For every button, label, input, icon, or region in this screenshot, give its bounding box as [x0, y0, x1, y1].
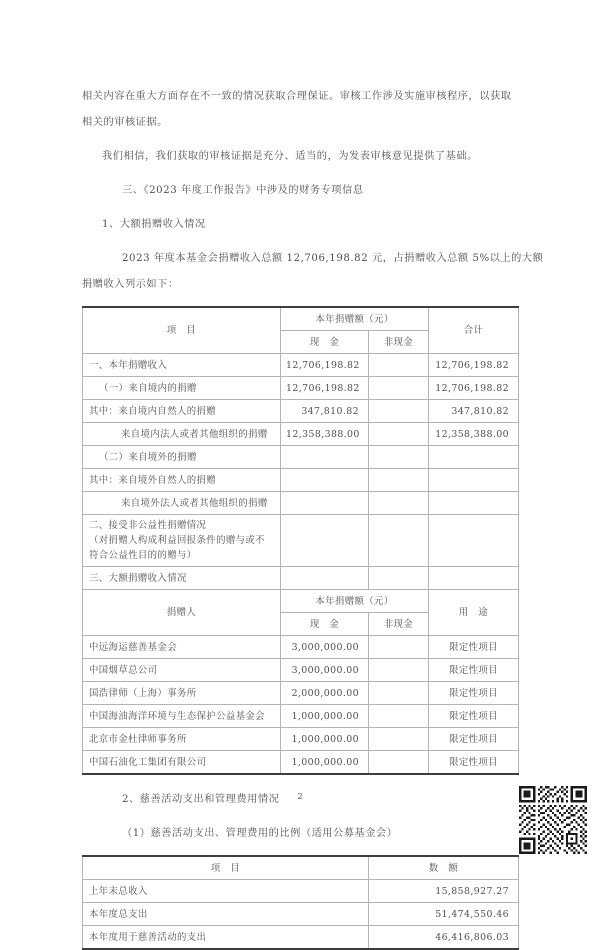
table-row	[83, 926, 519, 950]
row-non-cash	[369, 446, 429, 469]
table-row	[83, 354, 519, 377]
header-item: 项 目	[83, 307, 281, 354]
row-label: 其中：来自境内自然人的捐赠	[83, 400, 281, 423]
row-label: 来自境外法人或者其他组织的捐赠	[83, 492, 281, 515]
donor-purpose: 限定性项目	[429, 659, 519, 682]
donor-non-cash	[369, 705, 429, 728]
paragraph-audit-consistency: 相关内容在重大方面存在不一致的情况获取合理保证。审核工作涉及实施审核程序，以获取	[82, 91, 512, 102]
donor-purpose: 限定性项目	[429, 705, 519, 728]
row-label: 一、本年捐赠收入	[83, 354, 281, 377]
row-cash	[281, 446, 369, 469]
row-label: （一）来自境内的捐赠	[83, 377, 281, 400]
row-total: 12,706,198.82	[429, 354, 519, 377]
row-amount: 46,416,806.03	[369, 926, 519, 950]
row-cash: 12,706,198.82	[281, 354, 369, 377]
row-non-cash	[369, 400, 429, 423]
spacer	[82, 204, 518, 212]
donor-name: 中国石油化工集团有限公司	[83, 751, 281, 775]
table-header-row-1	[83, 307, 519, 331]
spacer	[82, 813, 518, 821]
table-row	[83, 705, 519, 728]
qr-code-image	[519, 786, 587, 854]
row-total: 12,706,198.82	[429, 377, 519, 400]
donor-cash: 3,000,000.00	[281, 636, 369, 659]
row-cash: 12,706,198.82	[281, 377, 369, 400]
donor-non-cash	[369, 636, 429, 659]
row-cash: 12,358,388.00	[281, 423, 369, 446]
donor-name: 国浩律师（上海）事务所	[83, 682, 281, 705]
row-item: 本年度总支出	[83, 903, 369, 926]
table-row	[83, 636, 519, 659]
row-non-cash	[369, 377, 429, 400]
header-total: 合计	[429, 307, 519, 354]
row-non-cash	[369, 469, 429, 492]
row-total: 12,358,388.00	[429, 423, 519, 446]
header-amount: 数 额	[369, 856, 519, 880]
donor-purpose: 限定性项目	[429, 728, 519, 751]
header-non-cash: 非现金	[369, 613, 429, 636]
donor-purpose: 限定性项目	[429, 636, 519, 659]
row-total	[429, 469, 519, 492]
document-content	[82, 84, 544, 950]
donor-non-cash	[369, 728, 429, 751]
spacer	[82, 136, 518, 144]
donor-non-cash	[369, 751, 429, 775]
header-cash: 现 金	[281, 613, 369, 636]
table-row	[83, 446, 519, 469]
row-label: （二）来自境外的捐赠	[83, 446, 281, 469]
paragraph-audit-opinion-basis: 我们相信，我们获取的审核证据是充分、适当的，为发表审核意见提供了基础。	[102, 151, 478, 162]
donor-cash: 1,000,000.00	[281, 728, 369, 751]
table-row	[83, 423, 519, 446]
header-item: 项 目	[83, 856, 369, 880]
row-label-line2: （对捐赠人构成利益回报条件的赠与或不	[89, 535, 265, 546]
row-cash	[281, 492, 369, 515]
spacer	[82, 170, 518, 178]
spacer	[82, 847, 518, 855]
row-cash	[281, 567, 369, 590]
donor-name: 中国烟草总公司	[83, 659, 281, 682]
row-total: 347,810.82	[429, 400, 519, 423]
paragraph-donation-total-line1: 2023 年度本基金会捐赠收入总额 12,706,198.82 元，占捐赠收入总额 5%以上的大额	[122, 253, 544, 264]
table-row	[83, 400, 519, 423]
paragraph-donation-total-line2: 捐赠收入列示如下：	[82, 279, 179, 290]
table-row	[83, 751, 519, 775]
subsection-heading-expenditure-ratio: （1）慈善活动支出、管理费用的比例（适用公募基金会）	[122, 828, 398, 839]
row-label-multiline	[83, 515, 281, 567]
table-row	[83, 880, 519, 903]
row-total	[429, 515, 519, 567]
header-non-cash: 非现金	[369, 331, 429, 354]
row-non-cash	[369, 515, 429, 567]
row-label: 三、大额捐赠收入情况	[83, 567, 281, 590]
spacer	[82, 298, 518, 306]
row-non-cash	[369, 354, 429, 377]
spacer	[82, 775, 518, 787]
row-cash	[281, 469, 369, 492]
table-row	[83, 659, 519, 682]
donor-purpose: 限定性项目	[429, 682, 519, 705]
header-current-year-amount: 本年捐赠额（元）	[281, 307, 429, 331]
row-label-line3: 符合公益性目的的赠与）	[89, 550, 197, 561]
row-cash: 347,810.82	[281, 400, 369, 423]
row-total	[429, 492, 519, 515]
donor-non-cash	[369, 659, 429, 682]
row-non-cash	[369, 423, 429, 446]
donation-income-table	[82, 306, 519, 775]
row-total	[429, 567, 519, 590]
header-donor: 捐赠人	[83, 590, 281, 636]
donor-cash: 1,000,000.00	[281, 705, 369, 728]
expenditure-table	[82, 855, 519, 950]
table-row	[83, 377, 519, 400]
row-non-cash	[369, 492, 429, 515]
row-label: 其中：来自境外自然人的捐赠	[83, 469, 281, 492]
table-row	[83, 492, 519, 515]
donor-name: 中国海油海洋环境与生态保护公益基金会	[83, 705, 281, 728]
row-amount: 15,858,927.27	[369, 880, 519, 903]
row-cash	[281, 515, 369, 567]
subsection-heading-charity-expenditure: 2、慈善活动支出和管理费用情况	[122, 794, 280, 805]
donor-table-header-row-1	[83, 590, 519, 613]
table-row	[83, 728, 519, 751]
donor-cash: 1,000,000.00	[281, 751, 369, 775]
row-amount: 51,474,550.46	[369, 903, 519, 926]
row-label-line1: 二、接受非公益性捐赠情况	[89, 520, 207, 531]
table-row-non-public-donation	[83, 515, 519, 567]
donor-purpose: 限定性项目	[429, 751, 519, 775]
donor-cash: 3,000,000.00	[281, 659, 369, 682]
row-label: 来自境内法人或者其他组织的捐赠	[83, 423, 281, 446]
spacer	[82, 238, 518, 246]
donor-name: 中远海运慈善基金会	[83, 636, 281, 659]
header-cash: 现 金	[281, 331, 369, 354]
table-header-row	[83, 856, 519, 880]
row-item: 本年度用于慈善活动的支出	[83, 926, 369, 950]
row-non-cash	[369, 567, 429, 590]
header-purpose: 用 途	[429, 590, 519, 636]
subsection-heading-large-donations: 1、大额捐赠收入情况	[102, 219, 206, 230]
donor-cash: 2,000,000.00	[281, 682, 369, 705]
page-number: 2	[297, 792, 303, 802]
table-row	[83, 903, 519, 926]
donor-name: 北京市金杜律师事务所	[83, 728, 281, 751]
donor-non-cash	[369, 682, 429, 705]
paragraph-audit-evidence: 相关的审核证据。	[82, 117, 168, 128]
header-current-year-amount: 本年捐赠额（元）	[281, 590, 429, 613]
qr-code	[519, 786, 587, 854]
table-row	[83, 682, 519, 705]
section-heading-financial-info: 三、《2023 年度工作报告》中涉及的财务专项信息	[122, 185, 364, 196]
table-row	[83, 469, 519, 492]
row-total	[429, 446, 519, 469]
table-row-large-donation-summary	[83, 567, 519, 590]
row-item: 上年末总收入	[83, 880, 369, 903]
